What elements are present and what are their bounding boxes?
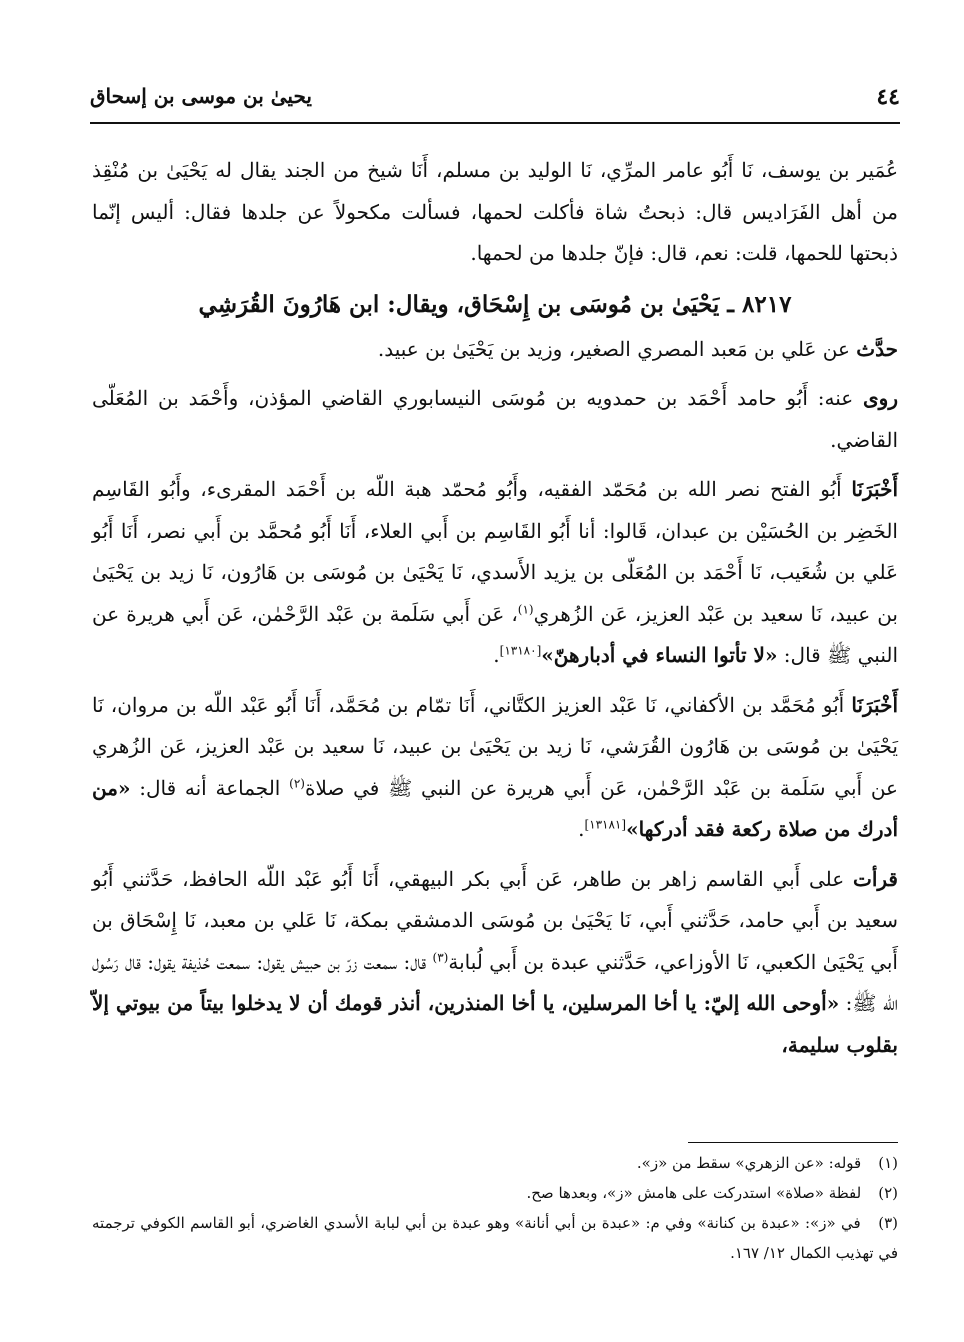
- header-rule: [90, 122, 900, 124]
- paragraph-text: الجماعة أنه قال:: [130, 775, 290, 800]
- paragraph-text: ، عَن أَبي سَلَمة بن عَبْد الرَّحْمٰن، عَن أَبي هريرة عن النبي ﷺ قال:: [92, 601, 898, 667]
- footnotes: [92, 1148, 898, 1268]
- footnote-text: في «ز»: «عبدة بن كنانة» وفي م: «عبدة بن أبي أنانة» وهو عبدة بن أبي لبابة الأسدي الغاضري، أبو القاسم الكوفي ترجمته في تهذيب الكمال ١٢/ ١٦٧.: [92, 1214, 898, 1262]
- footnote-number: (٢): [878, 1184, 898, 1202]
- paragraph-qara: [92, 859, 898, 1067]
- lead-word: قرأت: [853, 866, 898, 891]
- paragraph-end: .: [578, 817, 585, 841]
- paragraph-akhbarana-1: [92, 469, 898, 677]
- footnote-number: (٣): [878, 1214, 898, 1232]
- paragraph-continuation: [92, 150, 898, 275]
- paragraph-rawa: [92, 378, 898, 461]
- running-title: يحيىٰ بن موسى بن إسحاق: [90, 84, 312, 108]
- footnote-marker: (٣): [432, 949, 449, 964]
- paragraph-text: أَبُو الفتح نصر الله بن مُحَمّد الفقيه، وأَبُو مُحمّد هبة اللّه بن أَحْمَد المقرىء، وأَبُو القَاسِم الخَضِر بن الحُسَيْن بن عبدان، قَالوا: أنا أَبُو القَاسِم بن أَبي العلاء، أَنَا أَبُو مُحمَّد بن أَبي نصر، أَنَا أَبُو عَلي بن شُعَيب، نَا أَحْمَد بن المُعَلّى بن يزيد الأَسدي، نَا يَحْيَىٰ بن مُوسَى بن هَارُون، نَا زيد بن يَحْيَىٰ بن عبيد، نَا سعيد بن عَبْد العزيز، عَن الزُهري: [92, 477, 898, 626]
- footnote-text: لفظة «صلاة» استدركت على هامش «ز»، وبعدها صح.: [526, 1184, 862, 1202]
- hadith-quote: «أوحى الله إليّ: يا أخا المرسلين، يا أخا المنذرين، أنذر قومك أن لا يدخلوا بيتاً من بيوتي إلاّ بقلوب سليمة،: [92, 991, 898, 1057]
- paragraph-text: قال: سمعت زرّ بن حبيش يقول: سمعت حُذيفة يقول: قال رَسُول الله ﷺ:: [92, 949, 898, 1015]
- hadith-reference: [١٣١٨٠]: [499, 643, 542, 658]
- footnote: [92, 1148, 898, 1178]
- page-number: ٤٤: [876, 84, 900, 110]
- page-header: [90, 84, 900, 114]
- paragraph-akhbarana-2: [92, 685, 898, 851]
- paragraph-haddath: [92, 329, 898, 371]
- footnote: [92, 1178, 898, 1208]
- paragraph-text: على أَبي القاسم زاهر بن طاهر، عَن أَبي بكر البيهقي، أَنَا أَبُو عَبْد اللّه الحافظ، حَدَّثني أَبُو سعيد بن أَبي حامد، حَدَّثني أَبي، نَا يَحْيَىٰ بن مُوسَى الدمشقي بمكة، نَا عَلي بن معبد، نَا إِسْحَاق بن أَبي يَحْيَىٰ الكعبي، نَا الأوزاعي، حَدَّثني عبدة بن أَبي لُبابة: [92, 866, 898, 974]
- entry-title: ٨٢١٧ ـ يَحْيَىٰ بن مُوسَى بن إِسْحَاق، ويقال: ابن هَارُونَ القُرَشِي: [198, 290, 792, 318]
- paragraph-text: أَبُو مُحَمَّد بن الأكفاني، نَا عَبْد العزيز الكتَّاني، أَنَا تمّام بن مُحَمَّد، أَنَا أَبُو عَبْد اللّه بن مروان، نَا يَحْيَىٰ بن مُوسَى بن هَارُون القُرَشي، نَا زيد بن يَحْيَىٰ بن عبيد، نَا سعيد بن عَبْد العزيز، عَن الزُهري عن أَبي سَلَمة بن عَبْد الرَّحْمٰن، عَن أَبي هريرة عن النبي ﷺ في صلاة: [92, 692, 898, 800]
- lead-word: أَخْبَرَنَا: [851, 477, 898, 501]
- hadith-quote: «من أدرك من صلاة ركعة فقد أدركها»: [92, 775, 898, 841]
- paragraph-text: عُمَير بن يوسف، نَا أَبُو عامر المرِّي، نَا الوليد بن مسلم، أَنَا شيخ من الجند يقال له يَحْيَىٰ بن مُنْقِذ من أهل الفَرَاديس قال: ذبحتُ شاة فأكلت لحمها، فسألت مكحولاً عن جلدها فقال: أليس إنّما ذبحتها للحمها، قلت: نعم، قال: فإنّ جلدها من لحمها.: [92, 158, 899, 265]
- footnote-marker: (١): [517, 601, 534, 616]
- lead-word: حدَّث: [856, 336, 898, 361]
- lead-word: روى: [863, 386, 898, 410]
- footnote-rule: [688, 1142, 898, 1143]
- footnote: [92, 1208, 898, 1268]
- paragraph-text: عنه: أَبُو حامد أَحْمَد بن حمدويه بن مُوسَى النيسابوري القاضي المؤذن، وأَحْمَد بن المُعَلّى القاضي.: [92, 386, 898, 452]
- footnote-marker: (٢): [289, 775, 305, 790]
- hadith-quote: «لا تأتوا النساء في أدبارهنّ»: [541, 643, 778, 667]
- paragraph-text: عن عَلي بن مَعبد المصري الصغير، وزيد بن يَحْيَىٰ بن عبيد.: [377, 336, 857, 361]
- lead-word: أَخْبَرَنَا: [851, 692, 898, 717]
- footnote-text: قوله: «عن الزهري» سقط من «ز».: [636, 1154, 862, 1172]
- main-text: [92, 150, 898, 1074]
- footnote-number: (١): [878, 1154, 898, 1172]
- hadith-reference: [١٣١٨١]: [584, 817, 627, 832]
- paragraph-end: .: [493, 643, 500, 667]
